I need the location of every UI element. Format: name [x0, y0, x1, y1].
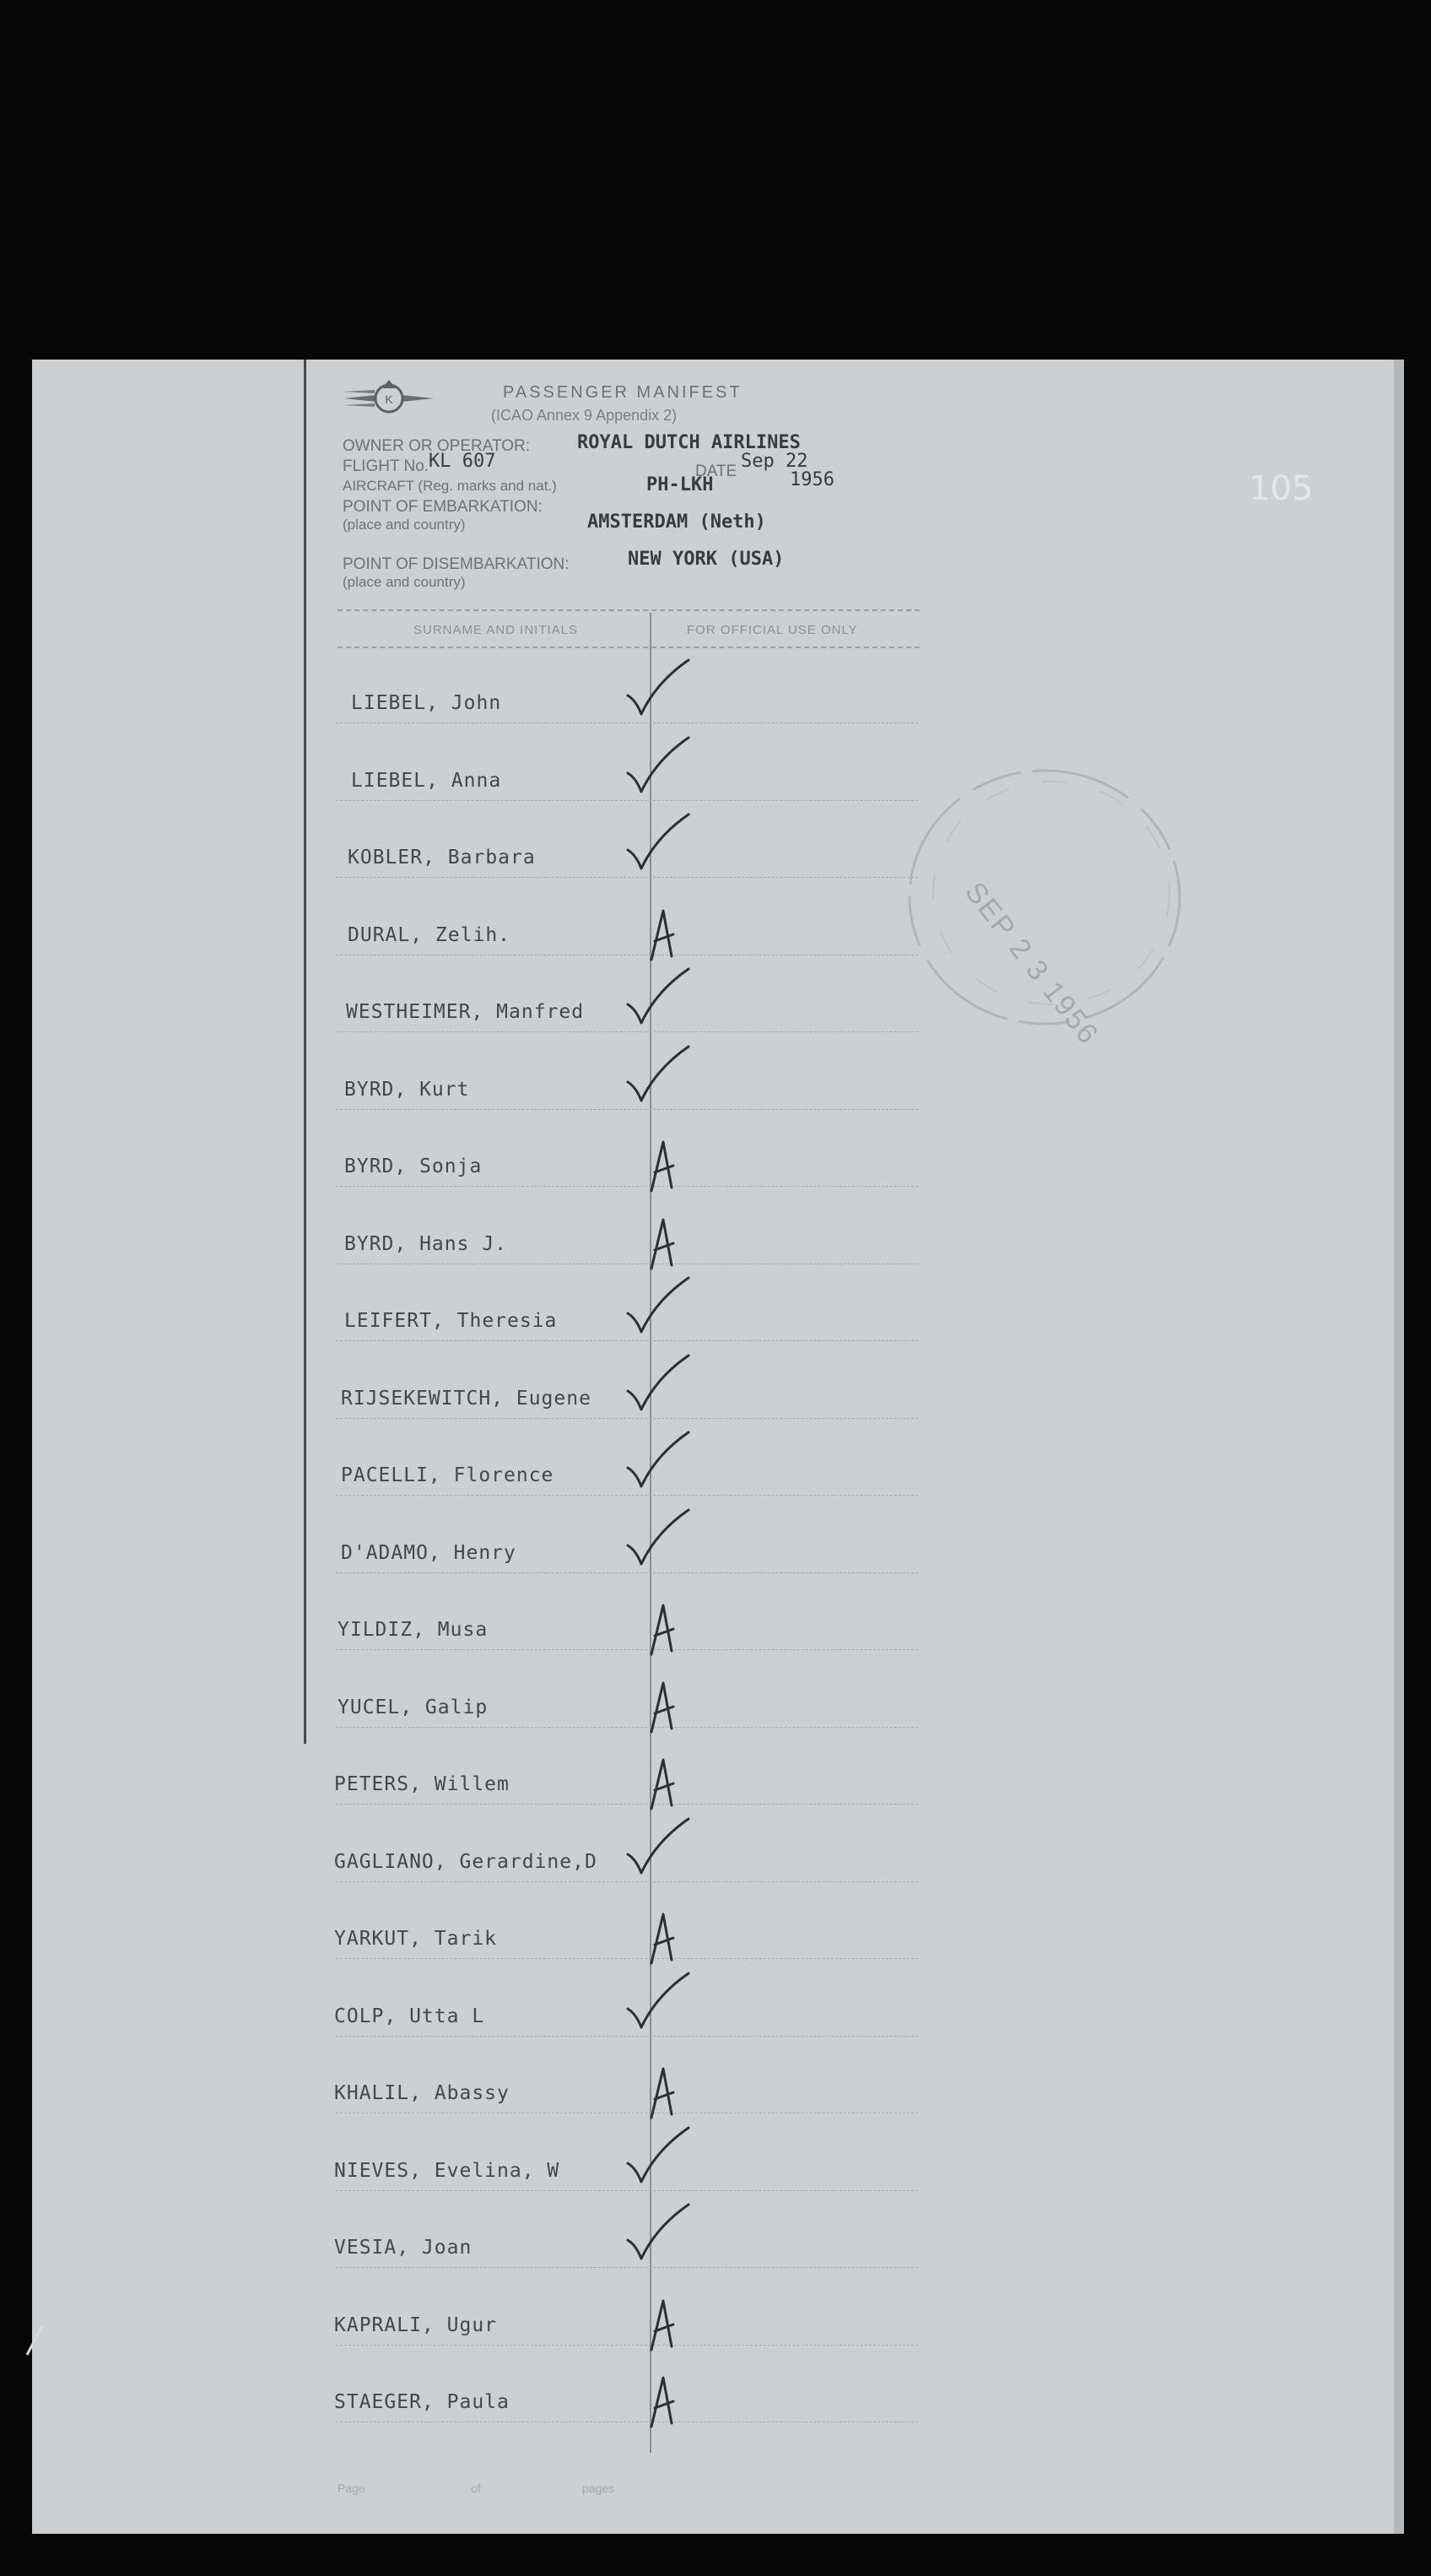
- checkmark-icon: [623, 811, 690, 879]
- header-rule-top: [338, 609, 920, 611]
- passenger-name: LEIFERT, Theresia: [344, 1310, 558, 1332]
- a-mark-icon: [634, 1750, 702, 1817]
- a-mark-icon: [634, 2291, 702, 2358]
- passenger-name: BYRD, Hans J.: [344, 1232, 508, 1255]
- manifest-page: [32, 360, 1394, 2534]
- passenger-name: YUCEL, Galip: [338, 1696, 489, 1718]
- a-mark-icon: [634, 1595, 702, 1663]
- svg-text:K: K: [385, 392, 393, 406]
- disembark-label: POINT OF DISEMBARKATION:: [343, 555, 570, 573]
- passenger-name: STAEGER, Paula: [334, 2391, 510, 2413]
- passenger-name: LIEBEL, Anna: [351, 769, 502, 792]
- passenger-name: KAPRALI, Ugur: [334, 2314, 498, 2336]
- passenger-name: KOBLER, Barbara: [348, 847, 536, 869]
- stamp-date-text: SEP 2 3 1956: [958, 876, 1105, 1052]
- footer-of-label: of: [471, 2481, 481, 2495]
- passenger-name: BYRD, Kurt: [344, 1078, 470, 1101]
- disembark-note: (place and country): [343, 574, 466, 590]
- passenger-name: RIJSEKEWITCH, Eugene: [341, 1387, 591, 1410]
- embark-value: AMSTERDAM (Neth): [587, 511, 766, 533]
- passenger-name: PACELLI, Florence: [341, 1464, 554, 1486]
- page-number: 105: [1249, 469, 1314, 508]
- row-line: [336, 1186, 918, 1187]
- footer-pages-label: pages: [582, 2481, 615, 2495]
- passenger-name: COLP, Utta L: [334, 2005, 485, 2027]
- disembark-value: NEW YORK (USA): [628, 549, 785, 570]
- embark-label: POINT OF EMBARKATION:: [343, 498, 543, 516]
- checkmark-icon: [623, 1352, 690, 1420]
- passenger-name: LIEBEL, John: [351, 692, 502, 714]
- embark-note: (place and country): [343, 517, 466, 533]
- manifest-subtitle: (ICAO Annex 9 Appendix 2): [491, 407, 678, 424]
- checkmark-icon: [623, 657, 690, 724]
- page-edge: [1394, 360, 1404, 2534]
- passenger-name: NIEVES, Evelina, W: [334, 2159, 560, 2182]
- checkmark-icon: [623, 1507, 690, 1574]
- checkmark-icon: [623, 1816, 690, 1883]
- passenger-name: PETERS, Willem: [334, 1773, 510, 1795]
- passenger-name: GAGLIANO, Gerardine,D: [334, 1850, 597, 1873]
- row-line: [336, 1649, 918, 1650]
- passenger-name: YARKUT, Tarik: [334, 1928, 498, 1950]
- aircraft-value: PH-LKH: [646, 474, 714, 495]
- a-mark-icon: [634, 1132, 702, 1199]
- a-mark-icon: [634, 2059, 702, 2126]
- owner-label: OWNER OR OPERATOR:: [343, 437, 531, 455]
- checkmark-icon: [623, 2124, 690, 2192]
- a-mark-icon: [634, 901, 702, 968]
- checkmark-icon: [623, 1043, 690, 1111]
- year-value: 1956: [790, 469, 834, 490]
- airline-logo-icon: [343, 376, 435, 422]
- a-mark-icon: [634, 1673, 702, 1740]
- official-column-header: FOR OFFICIAL USE ONLY: [687, 623, 858, 637]
- checkmark-icon: [623, 1970, 690, 2038]
- date-value: Sep 22: [741, 451, 808, 472]
- owner-value: ROYAL DUTCH AIRLINES: [577, 432, 801, 453]
- row-line: [336, 2345, 918, 2346]
- surname-column-header: SURNAME AND INITIALS: [413, 623, 579, 637]
- checkmark-icon: [623, 734, 690, 802]
- aircraft-label: AIRCRAFT (Reg. marks and nat.): [343, 478, 557, 494]
- passenger-name: BYRD, Sonja: [344, 1155, 483, 1177]
- row-line: [336, 1958, 918, 1959]
- row-line: [336, 1727, 918, 1728]
- manifest-title: PASSENGER MANIFEST: [503, 383, 742, 402]
- a-mark-icon: [634, 2368, 702, 2435]
- checkmark-icon: [623, 2201, 690, 2269]
- flight-value: KL 607: [429, 451, 496, 472]
- passenger-name: VESIA, Joan: [334, 2237, 472, 2259]
- stray-mark: [25, 2323, 44, 2357]
- a-mark-icon: [634, 1210, 702, 1277]
- margin-line: [304, 360, 306, 1744]
- checkmark-icon: [623, 1429, 690, 1496]
- footer-page-label: Page: [338, 2481, 365, 2495]
- header-rule-bottom: [338, 647, 920, 648]
- checkmark-icon: [623, 1274, 690, 1342]
- passenger-name: WESTHEIMER, Manfred: [346, 1001, 585, 1023]
- checkmark-icon: [623, 966, 690, 1033]
- date-label: DATE: [695, 463, 737, 480]
- passenger-name: DURAL, Zelih.: [348, 923, 511, 946]
- flight-label: FLIGHT No.: [343, 457, 429, 475]
- passenger-name: KHALIL, Abassy: [334, 2082, 510, 2104]
- row-line: [336, 1804, 918, 1805]
- passenger-name: D'ADAMO, Henry: [341, 1541, 516, 1564]
- passenger-name: YILDIZ, Musa: [338, 1619, 489, 1641]
- a-mark-icon: [634, 1904, 702, 1972]
